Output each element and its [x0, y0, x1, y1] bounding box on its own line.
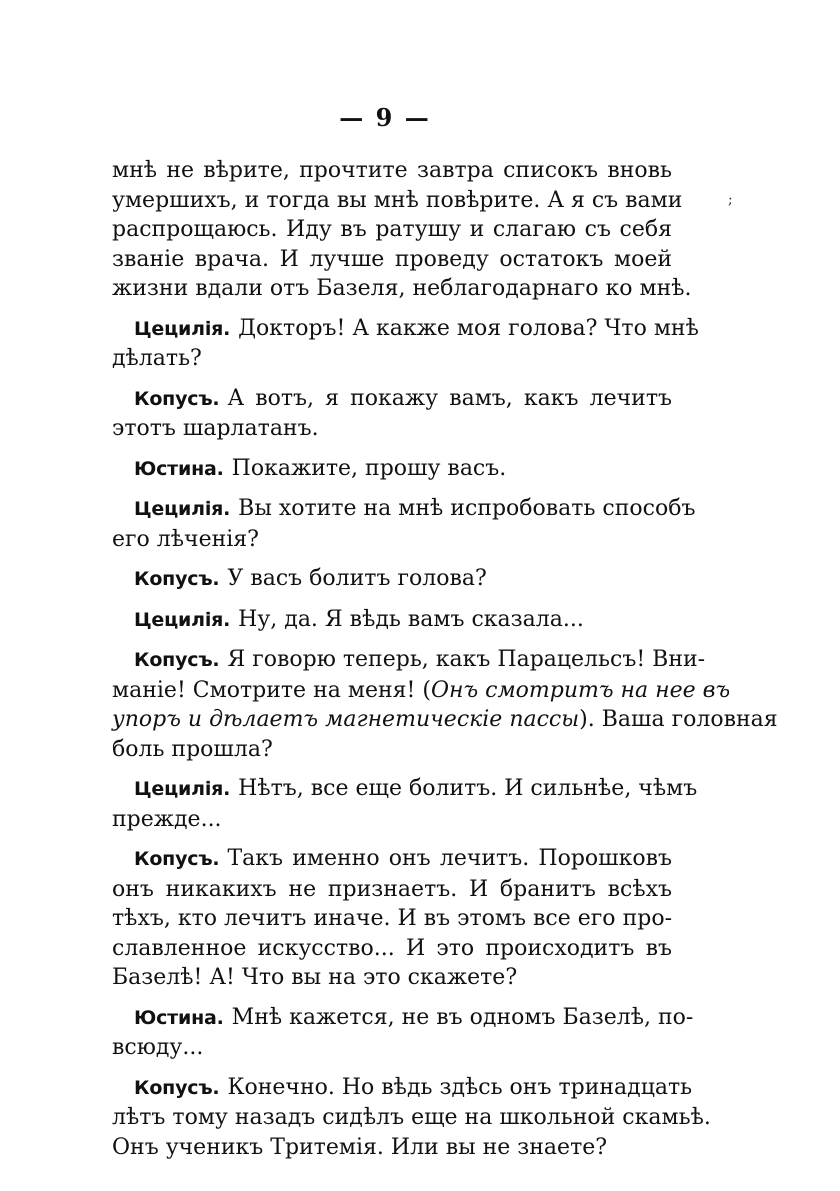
- line-text: Ну, да. Я вѣдь вамъ сказала...: [238, 606, 584, 632]
- line-text: лѣтъ тому назадъ сидѣлъ еще на школьной скамьѣ.: [112, 1105, 711, 1130]
- text-line: [112, 186, 683, 216]
- text-line: [112, 1133, 672, 1163]
- line-text: Такъ именно онъ лечитъ. Порошковъ: [227, 846, 672, 871]
- text-line: [112, 934, 672, 964]
- text-line: [112, 1073, 693, 1104]
- dialogue-paragraph: [112, 605, 672, 636]
- text-line: [112, 1033, 672, 1063]
- line-text: умершихъ, и тогда вы мнѣ повѣрите. А я съ вами: [112, 187, 683, 213]
- line-text: боль прошла?: [112, 736, 273, 762]
- line-text: Докторъ! А какже моя голова? Что мнѣ: [238, 315, 699, 341]
- margin-mark: ;: [728, 192, 733, 208]
- text-line: [112, 414, 672, 444]
- page-number: — 9 —: [339, 103, 431, 132]
- text-line: [112, 676, 731, 706]
- paragraph-gap: [112, 374, 672, 384]
- paragraph-gap: [112, 635, 672, 645]
- line-text: мнѣ не вѣрите, прочтите завтра списокъ вновь: [112, 158, 672, 183]
- line-text: Я говорю теперь, какъ Парацельсъ! Вни-: [227, 647, 706, 672]
- line-text: Покажите, прошу васъ.: [231, 455, 507, 481]
- speaker-name: Цецилія.: [134, 317, 231, 340]
- line-text: жизни вдали отъ Базеля, неблагодарнаго ко мнѣ.: [112, 276, 692, 301]
- paragraph-gap: [112, 764, 672, 774]
- line-text: Онъ ученикъ Тритемія. Или вы не знаете?: [112, 1134, 608, 1160]
- text-line: [112, 963, 672, 993]
- line-text: всюду...: [112, 1035, 204, 1060]
- stage-direction: Онъ смотритъ на нее въ: [430, 677, 731, 703]
- text-line: [112, 245, 672, 275]
- line-text: этотъ шарлатанъ.: [112, 416, 319, 441]
- dialogue-paragraph: [112, 774, 698, 834]
- speaker-name: Юстина.: [134, 1006, 224, 1029]
- line-text: Мнѣ кажется, не въ одномъ Базелѣ, по-: [231, 1004, 694, 1030]
- dialogue-paragraph: [112, 844, 672, 993]
- text-line: [112, 384, 672, 415]
- line-text: Нѣтъ, все еще болитъ. И сильнѣе, чѣмъ: [238, 776, 698, 801]
- text-line: [112, 564, 672, 595]
- dialogue-paragraph: [112, 384, 672, 444]
- paragraph-gap: [112, 484, 672, 494]
- play-text: [112, 156, 778, 1162]
- text-line: [112, 274, 692, 304]
- stage-direction: упоръ и дѣлаетъ магнетическіе пассы: [112, 707, 580, 732]
- line-text: А вотъ, я покажу вамъ, какъ лечитъ: [227, 385, 672, 411]
- dialogue-paragraph: [112, 645, 778, 764]
- text-line: [112, 344, 672, 374]
- paragraph-gap: [112, 554, 672, 564]
- text-line: [112, 805, 672, 835]
- line-text: распрощаюсь. Иду въ ратушу и слагаю съ себя: [112, 217, 672, 242]
- dialogue-paragraph: [112, 1073, 711, 1163]
- text-line: [112, 735, 672, 765]
- dialogue-paragraph: [112, 564, 672, 595]
- text-line: [112, 314, 699, 345]
- paragraph-gap: [112, 304, 672, 314]
- text-line: [112, 705, 778, 735]
- line-text: прежде...: [112, 806, 222, 832]
- speaker-name: Цецилія.: [134, 778, 231, 800]
- paragraph-gap: [112, 444, 672, 454]
- speaker-name: Копусъ.: [134, 568, 220, 590]
- text-line: [112, 1103, 711, 1133]
- line-text: званіе врача. И лучше проведу остатокъ моей: [112, 246, 672, 272]
- speaker-name: Копусъ.: [134, 848, 220, 870]
- line-text: маніе! Смотрите на меня! (: [112, 677, 431, 703]
- speaker-name: Юстина.: [134, 457, 224, 480]
- paragraph-gap: [112, 1063, 672, 1073]
- text-line: [112, 605, 672, 636]
- speaker-name: Копусъ.: [134, 387, 220, 410]
- line-text: Конечно. Но вѣдь здѣсь онъ тринадцать: [227, 1074, 693, 1100]
- speaker-name: Цецилія.: [134, 498, 231, 520]
- dialogue-paragraph: [112, 454, 672, 485]
- line-text: славленное искусство... И это происходитъ въ: [112, 935, 672, 961]
- text-line: [112, 774, 698, 805]
- text-line: [112, 156, 672, 186]
- dialogue-paragraph: [112, 314, 699, 374]
- speaker-name: Цецилія.: [134, 608, 231, 631]
- speaker-name: Копусъ.: [134, 1076, 220, 1099]
- speaker-name: Копусъ.: [134, 649, 220, 671]
- line-text: ). Ваша головная: [579, 707, 778, 732]
- paragraph-gap: [112, 595, 672, 605]
- line-text: онъ никакихъ не признаетъ. И бранитъ всѣхъ: [112, 876, 672, 902]
- dialogue-paragraph: [112, 1003, 694, 1063]
- line-text: дѣлать?: [112, 346, 202, 371]
- line-text: Базелѣ! А! Что вы на это скажете?: [112, 965, 518, 990]
- line-text: его лѣченія?: [112, 526, 259, 552]
- text-line: [112, 875, 672, 905]
- text-line: [112, 844, 672, 875]
- text-line: [112, 494, 696, 525]
- text-line: [112, 525, 672, 555]
- paragraph-gap: [112, 993, 672, 1003]
- narration-paragraph: [112, 156, 692, 304]
- text-line: [112, 215, 672, 245]
- line-text: тѣхъ, кто лечитъ иначе. И въ этомъ все его про-: [112, 906, 672, 931]
- text-line: [112, 454, 672, 485]
- line-text: У васъ болитъ голова?: [227, 566, 487, 591]
- paragraph-gap: [112, 834, 672, 844]
- text-line: [112, 1003, 694, 1034]
- line-text: Вы хотите на мнѣ испробовать способъ: [238, 496, 696, 521]
- text-line: [112, 645, 706, 676]
- text-line: [112, 904, 672, 934]
- dialogue-paragraph: [112, 494, 696, 554]
